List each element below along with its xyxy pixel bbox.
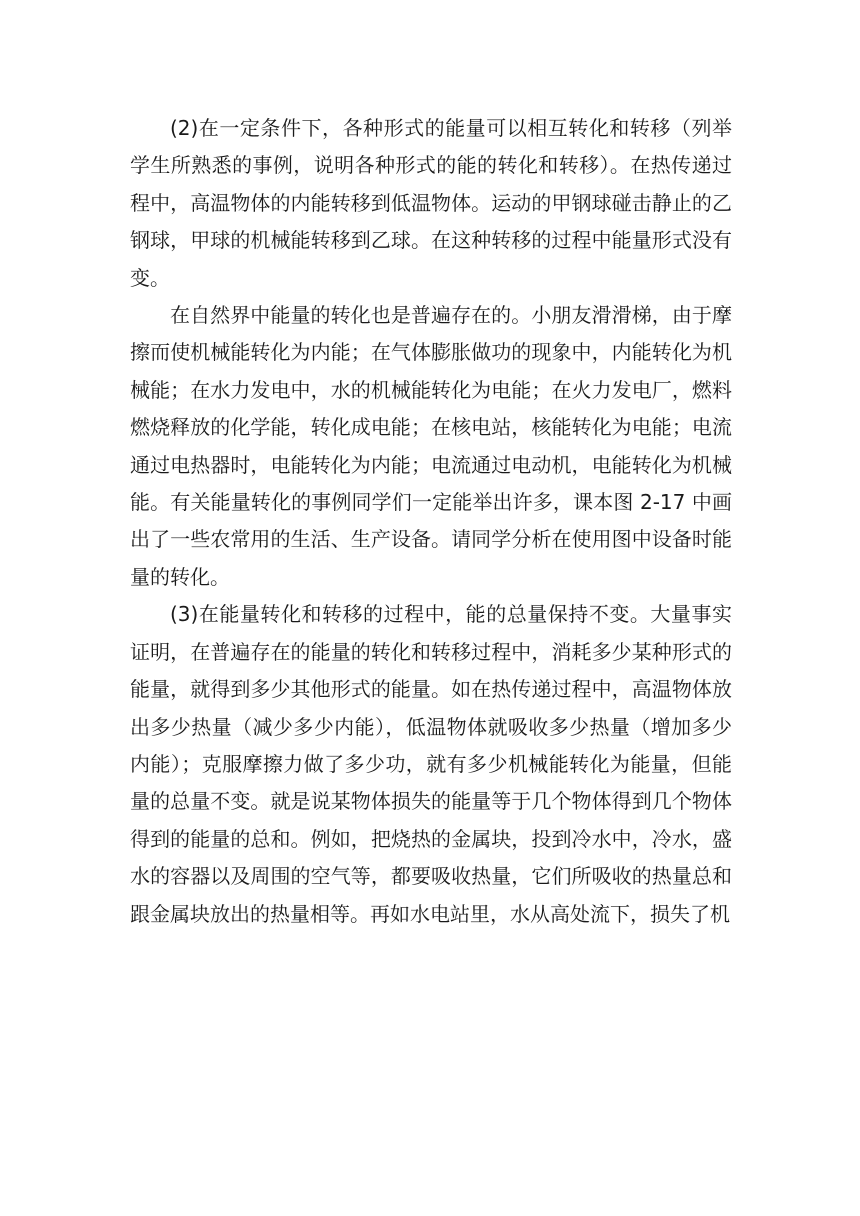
- paragraph-energy-conversion-examples: 在自然界中能量的转化也是普遍存在的。小朋友滑滑梯，由于摩擦而使机械能转化为内能；在气体膨胀做功的现象中，内能转化为机械能；在水力发电中，水的机械能转化为电能；在火力发电厂，燃料燃烧释放的化学能，转化成电能；在核电站，核能转化为电能；电流通过电热器时，电能转化为内能；电流通过电动机，电能转化为机械能。有关能量转化的事例同学们一定能举出许多，课本图 2-17 中画出了一些农常用的生活、生产设备。请同学分析在使用图中设备时能量的转化。: [130, 303, 732, 589]
- paragraph-energy-transfer: (2)在一定条件下，各种形式的能量可以相互转化和转移（列举学生所熟悉的事例，说明各种形式的能的转化和转移）。在热传递过程中，高温物体的内能转移到低温物体。运动的甲钢球碰击静止的乙钢球，甲球的机械能转移到乙球。在这种转移的过程中能量形式没有变。: [130, 116, 732, 290]
- paragraph-energy-conservation: (3)在能量转化和转移的过程中，能的总量保持不变。大量事实证明，在普遍存在的能量的转化和转移过程中，消耗多少某种形式的能量，就得到多少其他形式的能量。如在热传递过程中，高温物体放出多少热量（减少多少内能），低温物体就吸收多少热量（增加多少内能）；克服摩擦力做了多少功，就有多少机械能转化为能量，但能量的总量不变。就是说某物体损失的能量等于几个物体得到几个物体得到的能量的总和。例如，把烧热的金属块，投到冷水中，冷水，盛水的容器以及周围的空气等，都要吸收热量，它们所吸收的热量总和跟金属块放出的热量相等。再如水电站里，水从高处流下，损失了机: [130, 602, 732, 926]
- document-page: [130, 110, 732, 933]
